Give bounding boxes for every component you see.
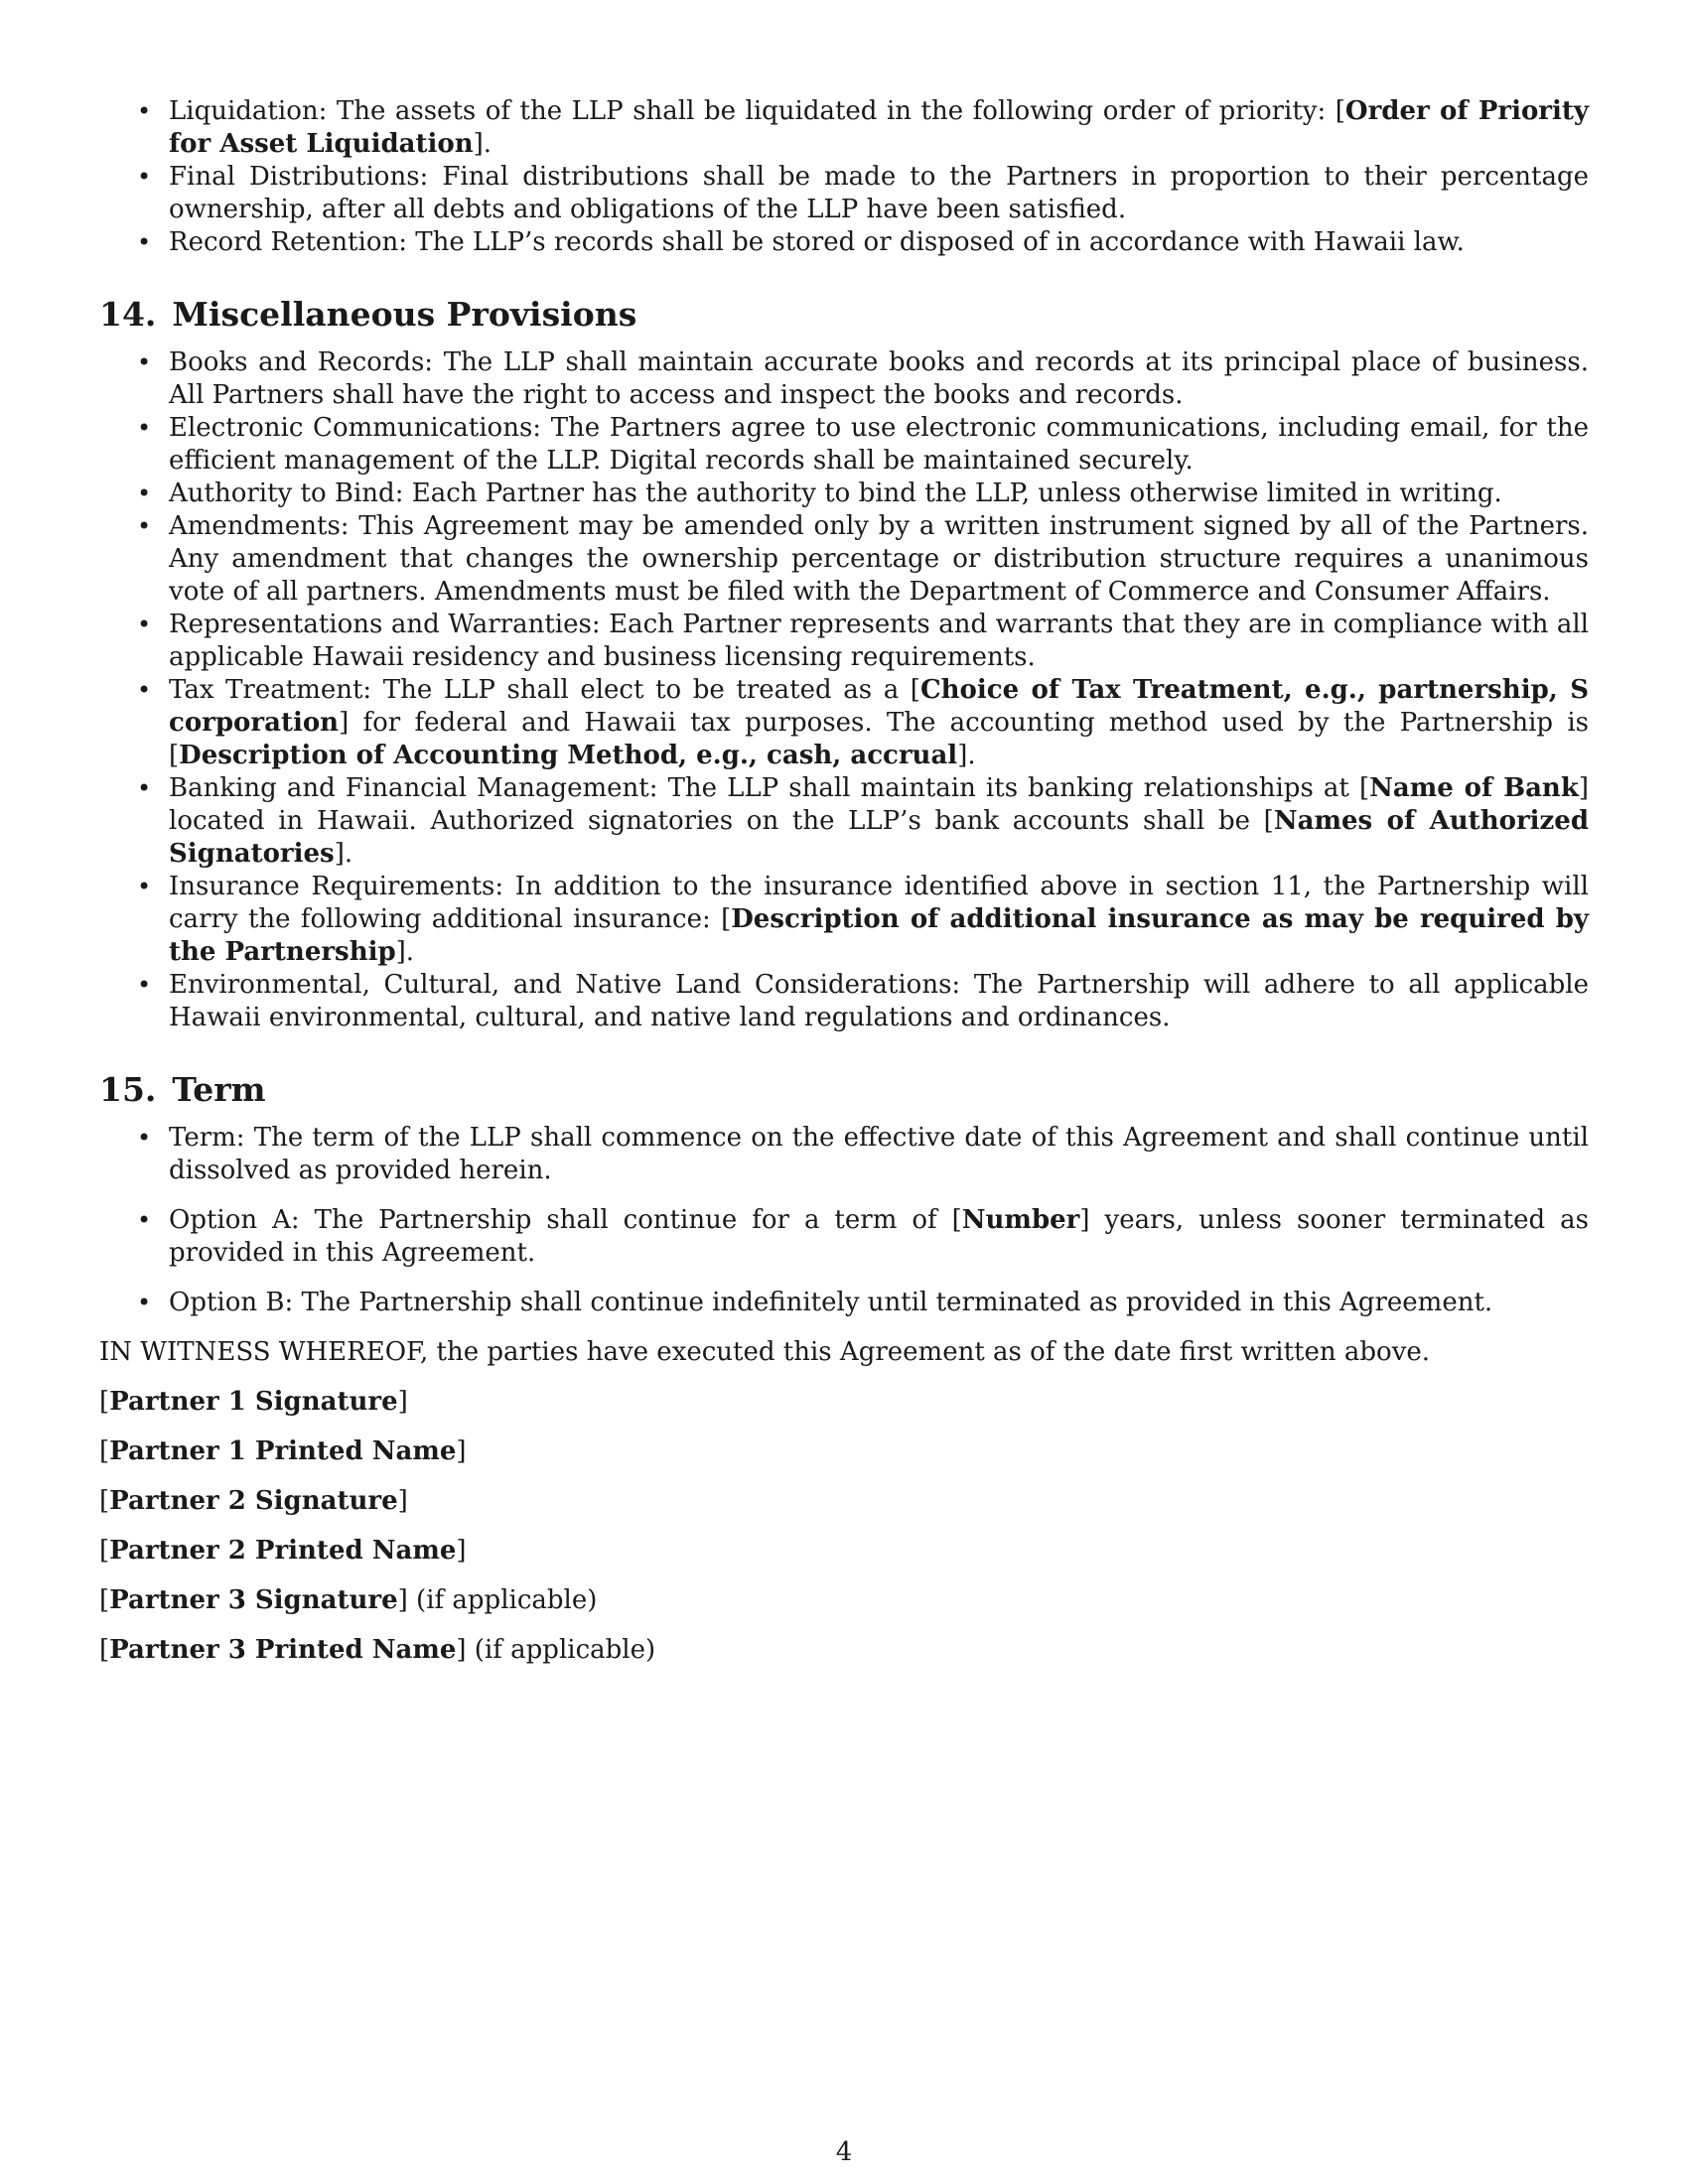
- section-13-list: [99, 95, 1589, 259]
- signature-line: [Partner 3 Printed Name] (if applicable): [99, 1635, 656, 1665]
- list-item-books-records: • Books and Records: The LLP shall maintain accurate books and records at its principal place of business. All Partners shall have the right to access and inspect the books and records.: [99, 346, 1589, 412]
- section-14-list: [99, 346, 1589, 1034]
- list-item-environmental: • Environmental, Cultural, and Native Land Considerations: The Partnership will adhere to all applicable Hawaii environmental, cultural, and native land regulations and ordinances.: [99, 969, 1589, 1034]
- list-item-option-b: • Option B: The Partnership shall continue indefinitely until terminated as provided in this Agreement.: [99, 1287, 1589, 1319]
- list-item-electronic-communications: • Electronic Communications: The Partners agree to use electronic communications, including email, for the efficient management of the LLP. Digital records shall be maintained securely.: [99, 412, 1589, 478]
- document-page: [99, 95, 1589, 1684]
- signature-line: [Partner 2 Printed Name]: [99, 1536, 467, 1566]
- list-item-authority-to-bind: • Authority to Bind: Each Partner has the authority to bind the LLP, unless otherwise limited in writing.: [99, 478, 1589, 510]
- witness-statement: IN WITNESS WHEREOF, the parties have executed this Agreement as of the date first written above.: [99, 1337, 1431, 1367]
- list-item-term: • Term: The term of the LLP shall commence on the effective date of this Agreement and shall continue until dissolved as provided herein.: [99, 1122, 1589, 1187]
- list-item-liquidation: • Liquidation: The assets of the LLP shall be liquidated in the following order of priority: [Order of Priority for Asset Liquidation].: [99, 95, 1589, 161]
- section-15-heading: 15. Term: [99, 1070, 266, 1109]
- list-item-amendments: • Amendments: This Agreement may be amended only by a written instrument signed by all of the Partners. Any amendment that changes the ownership percentage or distribution structure requires a unanimous vote of all partners. Amendments must be filed with the Department of Commerce and Consumer Affairs.: [99, 510, 1589, 609]
- list-item-tax-treatment: • Tax Treatment: The LLP shall elect to be treated as a [Choice of Tax Treatment, e.g., partnership, S corporation] for federal and Hawaii tax purposes. The accounting method used by the Partnership is [Description of Accounting Method, e.g., cash, accrual].: [99, 674, 1589, 772]
- section-15-list: [99, 1122, 1589, 1319]
- signature-line: [Partner 1 Signature]: [99, 1387, 408, 1417]
- list-item-final-distributions: • Final Distributions: Final distributions shall be made to the Partners in proportion to their percentage ownership, after all debts and obligations of the LLP have been satisfied.: [99, 161, 1589, 226]
- page-number: 4: [835, 2137, 853, 2167]
- signature-line: [Partner 1 Printed Name]: [99, 1436, 467, 1466]
- section-14-heading: 14. Miscellaneous Provisions: [99, 295, 637, 334]
- list-item-representations: • Representations and Warranties: Each Partner represents and warrants that they are in compliance with all applicable Hawaii residency and business licensing requirements.: [99, 609, 1589, 674]
- list-item-insurance: • Insurance Requirements: In addition to the insurance identified above in section 11, the Partnership will carry the following additional insurance: [Description of additional insurance as may be required by the Partnership].: [99, 871, 1589, 969]
- list-item-option-a: • Option A: The Partnership shall continue for a term of [Number] years, unless sooner terminated as provided in this Agreement.: [99, 1204, 1589, 1270]
- list-item-record-retention: • Record Retention: The LLP’s records shall be stored or disposed of in accordance with Hawaii law.: [99, 226, 1589, 259]
- signature-line: [Partner 2 Signature]: [99, 1486, 408, 1516]
- list-item-banking: • Banking and Financial Management: The LLP shall maintain its banking relationships at [Name of Bank] located in Hawaii. Authorized signatories on the LLP’s bank accounts shall be [Names of Authorized Signatories].: [99, 772, 1589, 871]
- signature-line: [Partner 3 Signature] (if applicable): [99, 1585, 598, 1615]
